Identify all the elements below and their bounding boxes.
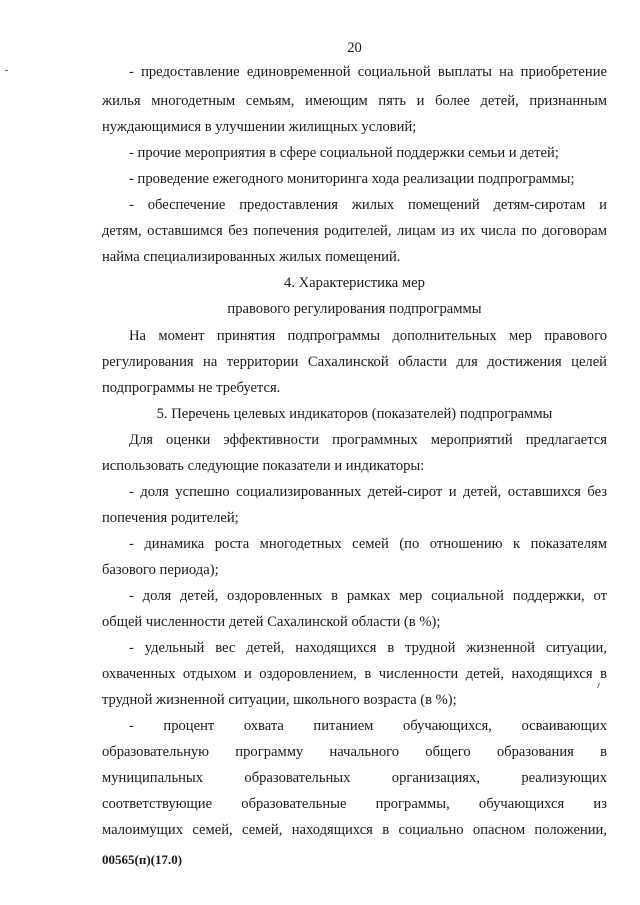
text-line: - прочие мероприятия в сфере социальной поддержки семьи и детей; [129, 145, 559, 161]
text-line: детям, оставшимся без попечения родителей, лицам из их числа по договорам [102, 223, 607, 239]
section-heading: 4. Характеристика мер [284, 275, 425, 291]
text-line: - удельный вес детей, находящихся в трудной жизненной ситуации, [129, 640, 607, 656]
text-line: использовать следующие показатели и индикаторы: [102, 458, 425, 474]
text-line: - процент охвата питанием обучающихся, осваивающих [129, 718, 607, 734]
text-line: охваченных отдыхом и оздоровлением, в численности детей, находящихся в [102, 666, 607, 682]
section-heading: 5. Перечень целевых индикаторов (показателей) подпрограммы [156, 406, 553, 422]
text-line: соответствующие образовательные программы, обучающихся из [102, 796, 607, 812]
text-line: - доля детей, оздоровленных в рамках мер социальной поддержки, от [129, 588, 607, 604]
text-line: Для оценки эффективности программных мероприятий предлагается [129, 432, 607, 448]
text-line: - предоставление единовременной социальной выплаты на приобретение [129, 64, 607, 80]
text-line: На момент принятия подпрограммы дополнительных мер правового [129, 328, 607, 344]
text-line: - обеспечение предоставления жилых помещений детям-сиротам и [129, 197, 607, 213]
text-line: образовательную программу начального общего образования в [102, 744, 607, 760]
text-line: трудной жизненной ситуации, школьного возраста (в %); [102, 692, 457, 708]
text-line: нуждающимися в улучшении жилищных условий; [102, 119, 417, 135]
text-line: - доля успешно социализированных детей-сирот и детей, оставшихся без [129, 484, 607, 500]
text-line: регулирования на территории Сахалинской области для достижения целей [102, 354, 607, 370]
text-line: - проведение ежегодного мониторинга хода реализации подпрограммы; [129, 171, 575, 187]
document-code: 00565(п)(17.0) [102, 852, 183, 867]
text-line: попечения родителей; [102, 510, 239, 526]
text-line: базового периода); [102, 562, 219, 578]
section-heading: правового регулирования подпрограммы [227, 301, 482, 317]
text-line: найма специализированных жилых помещений. [102, 249, 401, 265]
text-line: общей численности детей Сахалинской области (в %); [102, 614, 441, 630]
page-number: 20 [347, 40, 362, 56]
text-line: муниципальных образовательных организациях, реализующих [102, 770, 607, 786]
text-line: жилья многодетным семьям, имеющим пять и более детей, признанным [102, 93, 607, 109]
text-line: - динамика роста многодетных семей (по отношению к показателям [129, 536, 607, 552]
document-page [102, 0, 607, 905]
text-line: малоимущих семей, семей, находящихся в социально опасном положении, [102, 822, 607, 838]
text-line: подпрограммы не требуется. [102, 380, 281, 396]
scan-speck [5, 70, 8, 71]
